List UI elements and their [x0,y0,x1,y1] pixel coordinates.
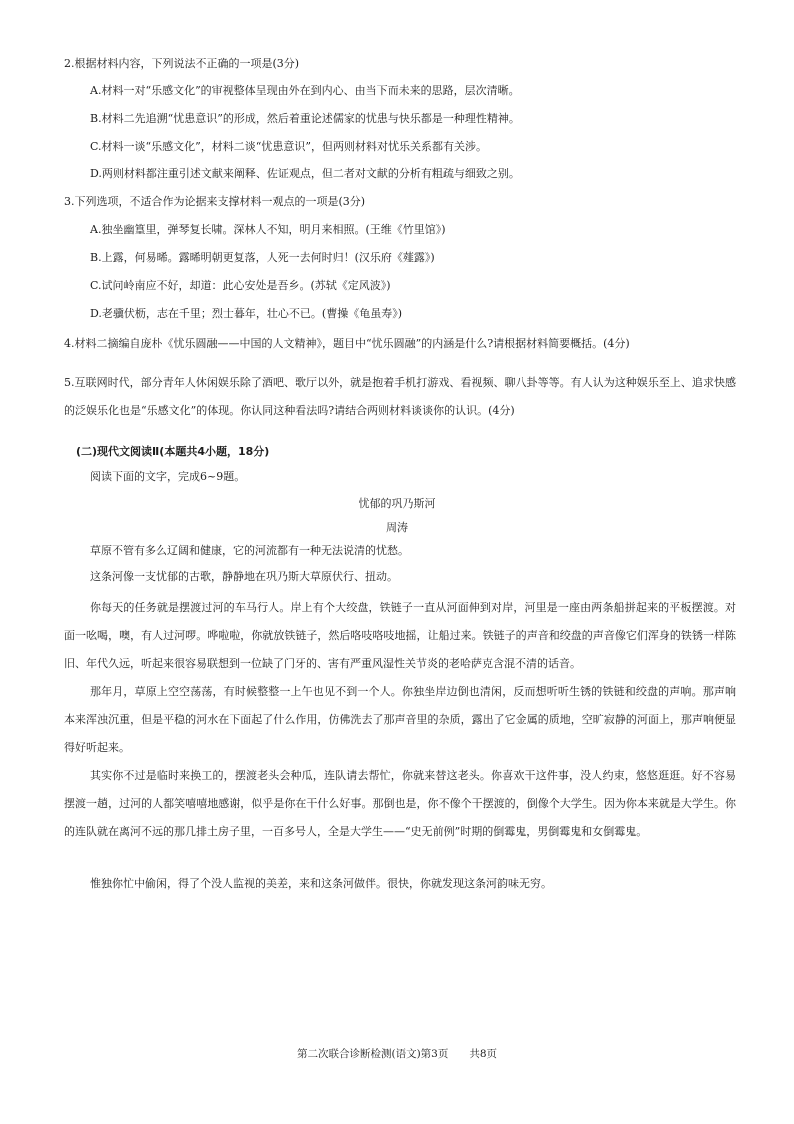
question-3-option-b: B.上露，何易晞。露晞明朝更复落，人死一去何时归！(汉乐府《薤露》) [90,251,435,264]
article-paragraph-1: 草原不管有多么辽阔和健康，它的河流都有一种无法说清的忧愁。 [90,544,409,557]
page-footer: 第二次联合诊断检测(语文)第3页 共8页 [296,1048,498,1060]
article-title: 忧郁的巩乃斯河 [358,497,436,510]
article-paragraph-2: 这条河像一支忧郁的古歌，静静地在巩乃斯大草原伏行、扭动。 [90,570,398,583]
question-3-stem: 3.下列选项，不适合作为论据来支撑材料一观点的一项是(3分) [64,195,366,208]
section-title: (二)现代文阅读Ⅱ(本题共4小题，18分) [76,445,270,458]
article-paragraph-5: 其实你不过是临时来换工的，摆渡老头会种瓜，连队请去帮忙，你就来替这老头。你喜欢干这件事，没人约束，悠悠逛逛。好不容易摆渡一趟，过河的人都笑嘻嘻地感谢，似乎是你在干什么好事。那倒也是，你不像个干摆渡的，倒像个大学生。因为你本来就是大学生。你的连队就在离河不远的那几排土房子里，一百多号人，全是大学生——“史无前例”时期的倒霉鬼，男倒霉鬼和女倒霉鬼。 [64,769,736,838]
question-2-stem: 2.根据材料内容，下列说法不正确的一项是(3分) [64,57,300,70]
question-2-option-b: B.材料二先追溯“忧患意识”的形成，然后着重论述儒家的忧患与快乐都是一种理性精神。 [90,112,520,125]
question-3-option-d: D.老骥伏枥，志在千里；烈士暮年，壮心不已。(曹操《龟虽寿》) [90,307,403,320]
question-2-option-c: C.材料一谈“乐感文化”，材料二谈“忧患意识”，但两则材料对忧乐关系都有关涉。 [90,140,488,153]
article-paragraph-3: 你每天的任务就是摆渡过河的车马行人。岸上有个大绞盘，铁链子一直从河面伸到对岸，河里是一座由两条船拼起来的平板摆渡。对面一吆喝，噢，有人过河啰。哗啦啦，你就放铁链子，然后咯吱咯吱地摇，让船过来。铁链子的声音和绞盘的声音像它们浑身的铁锈一样陈旧、年代久远，听起来很容易联想到一位缺了门牙的、害有严重风湿性关节炎的老哈萨克含混不清的话音。 [64,601,736,670]
question-4: 4.材料二摘编自庞朴《忧乐圆融——中国的人文精神》，题目中“忧乐圆融”的内涵是什么?请根据材料简要概括。(4分) [64,337,630,350]
question-2-option-a: A.材料一对“乐感文化”的审视整体呈现由外在到内心、由当下而未来的思路，层次清晰。 [90,84,520,97]
question-3-option-a: A.独坐幽篁里，弹琴复长啸。深林人不知，明月来相照。(王维《竹里馆》) [90,223,446,236]
question-3-option-c: C.试问岭南应不好，却道：此心安处是吾乡。(苏轼《定风波》) [90,279,391,292]
question-2-option-d: D.两则材料都注重引述文献来阐释、佐证观点，但二者对文献的分析有粗疏与细致之别。 [90,167,520,180]
article-paragraph-6: 惟独你忙中偷闲，得了个没人监视的美差，来和这条河做伴。很快，你就发现这条河韵味无穷。 [90,877,552,890]
article-paragraph-4: 那年月，草原上空空荡荡，有时候整整一上午也见不到一个人。你独坐岸边倒也清闲，反而想听听生锈的铁链和绞盘的声响。那声响本来浑浊沉重，但是平稳的河水在下面起了什么作用，仿佛洗去了那声音里的杂质，露出了它金属的质地，空旷寂静的河面上，那声响便显得好听起来。 [64,685,736,754]
section-instruction: 阅读下面的文字，完成6~9题。 [90,470,246,483]
question-5: 5.互联网时代，部分青年人休闲娱乐除了酒吧、歌厅以外，就是抱着手机打游戏、看视频、聊八卦等等。有人认为这种娱乐至上、追求快感的泛娱乐化也是“乐感文化”的体现。你认同这种看法吗?请结合两则材料谈谈你的认识。(4分) [64,376,736,417]
article-author: 周涛 [386,521,408,534]
